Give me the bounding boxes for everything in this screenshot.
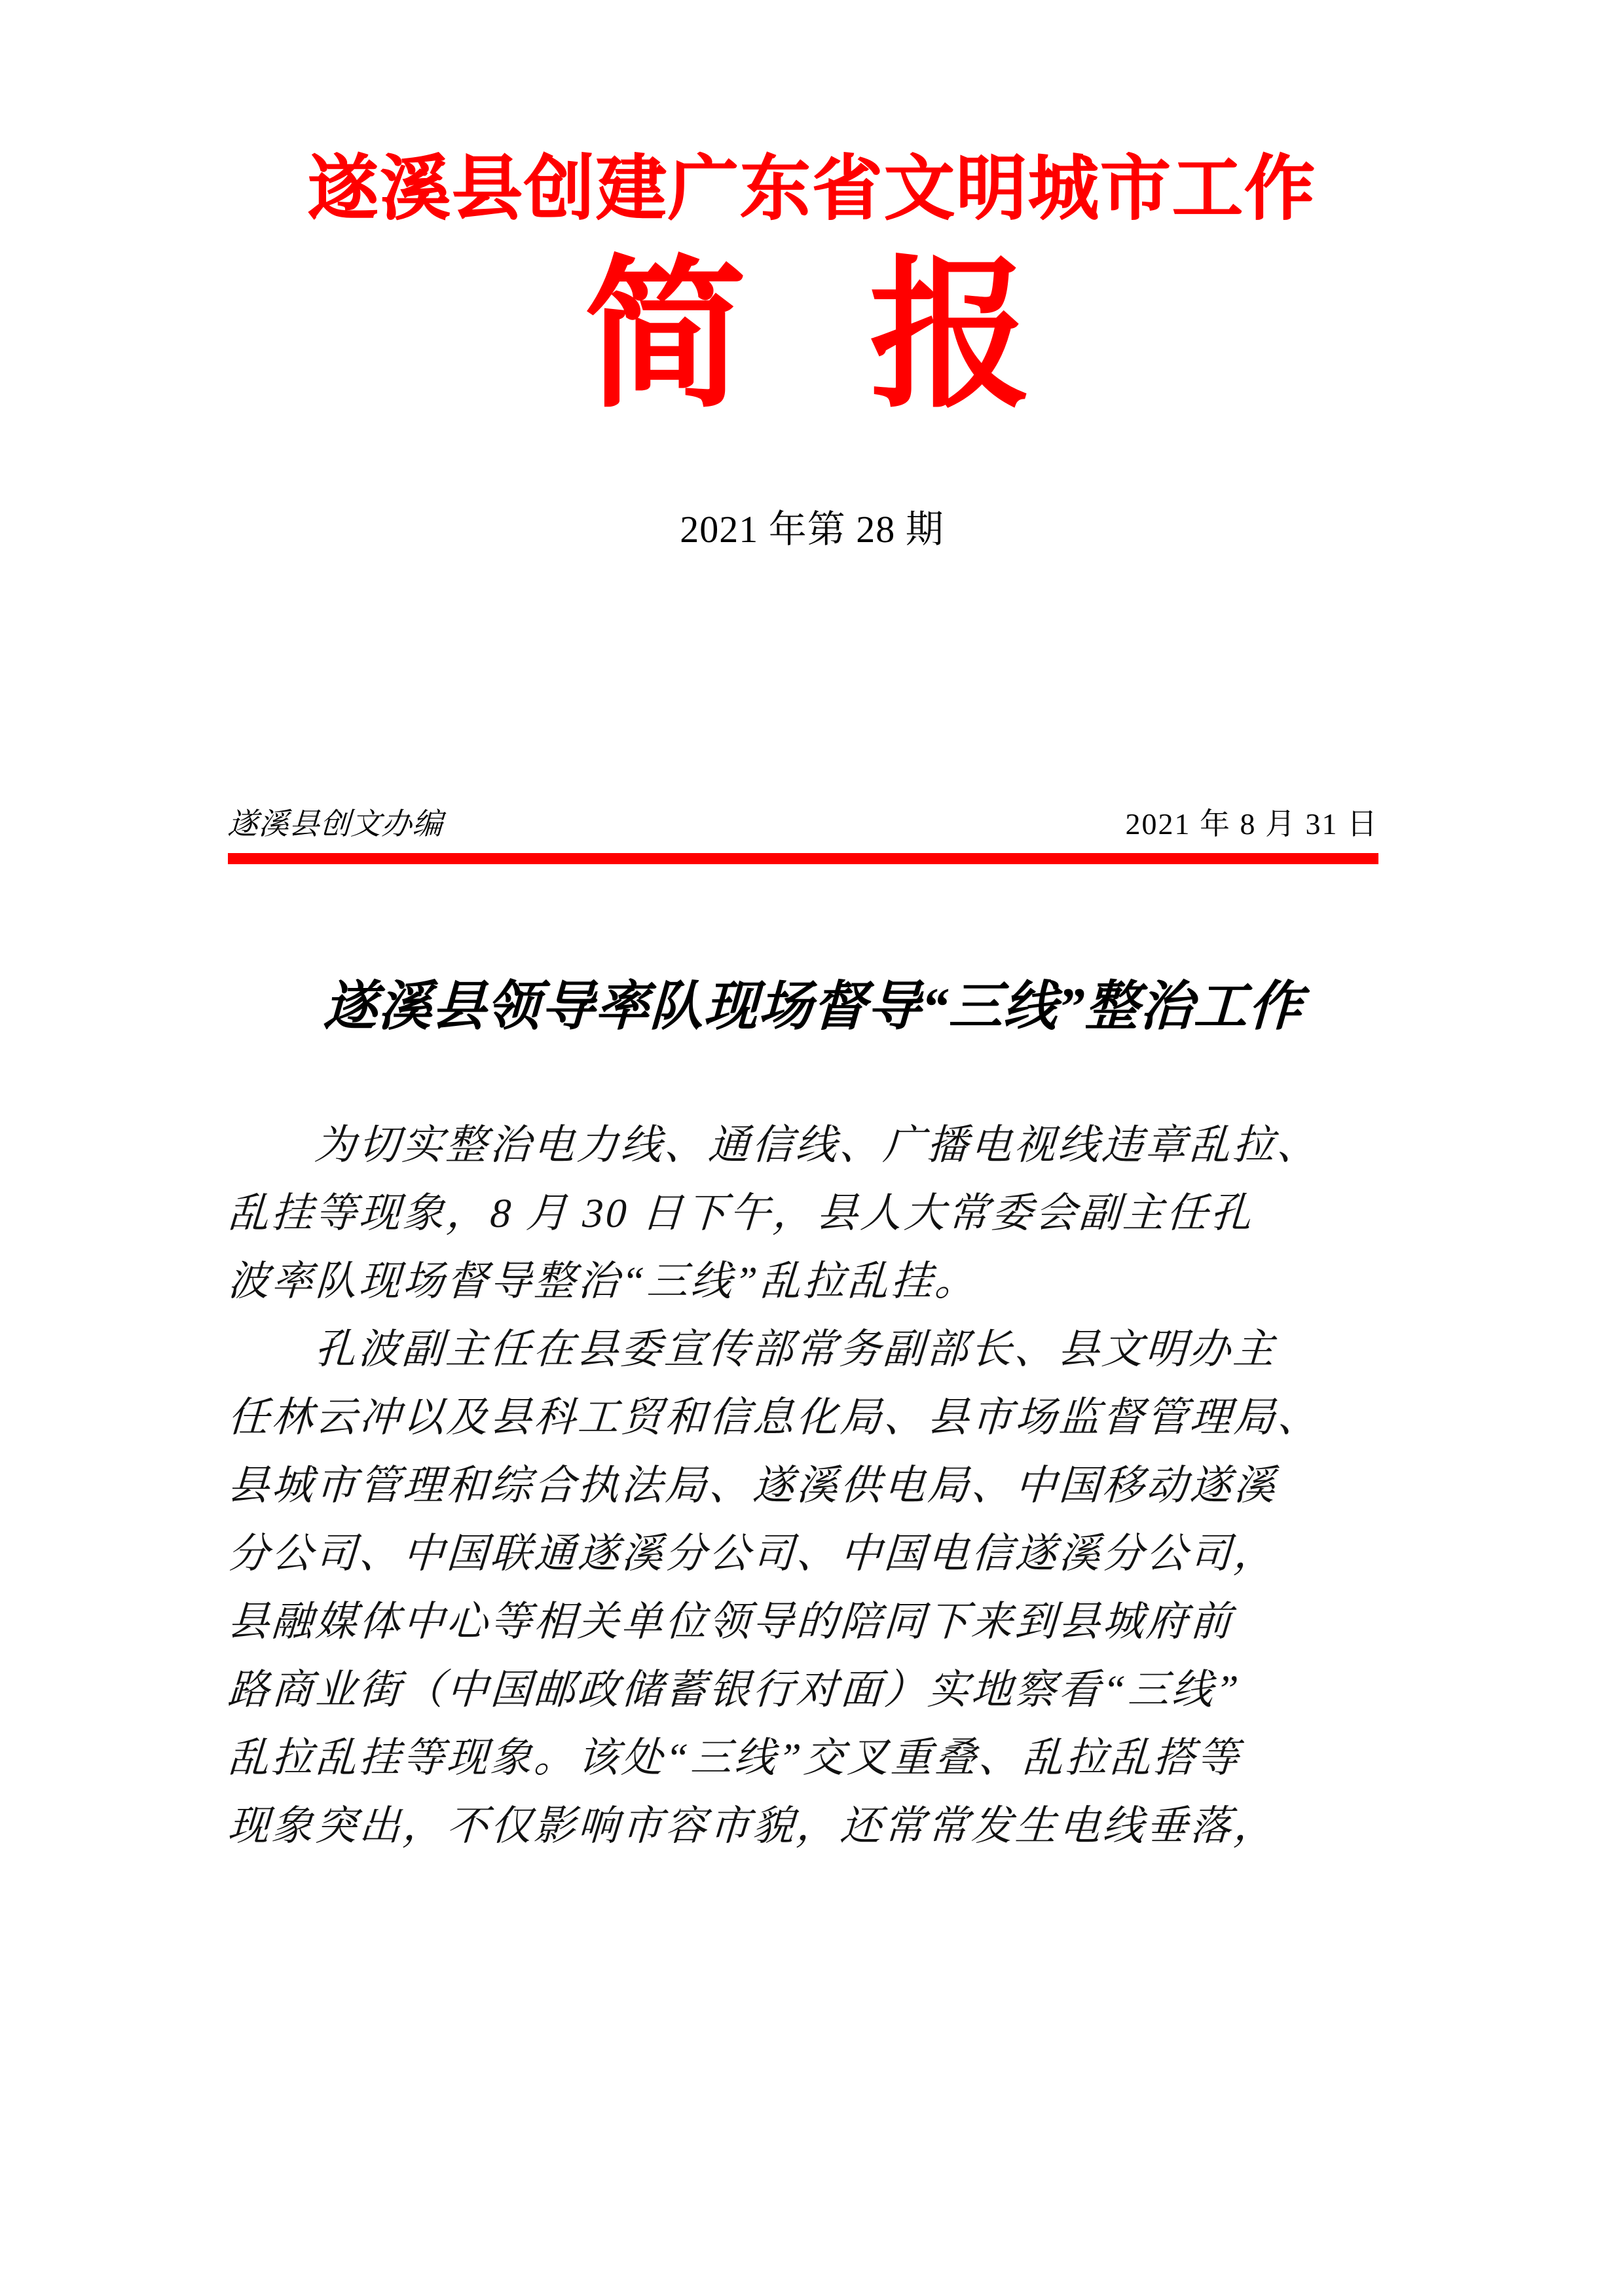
paragraph-line: 现象突出，不仅影响市容市貌，还常常发生电线垂落，	[227, 1803, 1279, 1850]
article-body	[228, 1111, 1398, 1860]
paragraph-line: 县城市管理和综合执法局、遂溪供电局、中国移动遂溪	[227, 1463, 1279, 1509]
paragraph-line	[226, 1111, 1399, 1179]
paragraph-line: 波率队现场督导整治“三线”乱拉乱挂。	[227, 1258, 980, 1305]
issue-number: 2021 年第 28 期	[680, 508, 944, 551]
masthead-wordmark	[0, 246, 1624, 427]
wordmark-char-second: 报	[869, 246, 1040, 427]
paragraph-line-text: 为切实整治电力线、通信线、广播电视线违章乱拉、	[313, 1122, 1322, 1169]
editor-label: 遂溪县创文办编	[227, 807, 445, 841]
masthead-meta-row	[228, 800, 1378, 843]
article	[228, 938, 1398, 1860]
article-paragraph	[228, 1315, 1398, 1860]
paragraph-line: 分公司、中国联通遂溪分公司、中国电信遂溪分公司，	[227, 1531, 1279, 1577]
masthead	[0, 0, 1624, 553]
paragraph-line-text: 孔波副主任在县委宣传部常务副部长、县文明办主	[313, 1326, 1278, 1373]
paragraph-line: 任林云冲以及县科工贸和信息化局、县市场监督管理局、	[227, 1394, 1323, 1441]
publication-date: 2021 年 8 月 31 日	[1125, 807, 1378, 841]
paragraph-line: 乱挂等现象，8 月 30 日下午，县人大常委会副主任孔	[227, 1190, 1255, 1237]
paragraph-line: 乱拉乱挂等现象。该处“三线”交叉重叠、乱拉乱搭等	[227, 1735, 1242, 1781]
wordmark-char-first: 简	[584, 246, 755, 427]
masthead-title: 遂溪县创建广东省文明城市工作	[307, 149, 1316, 228]
paragraph-line: 县融媒体中心等相关单位领导的陪同下来到县城府前	[227, 1599, 1235, 1645]
paragraph-line	[226, 1315, 1399, 1383]
article-headline: 遂溪县领导率队现场督导“三线”整治工作	[322, 976, 1304, 1036]
article-paragraph	[228, 1111, 1398, 1315]
paragraph-line: 路商业街（中国邮政储蓄银行对面）实地察看“三线”	[227, 1667, 1242, 1713]
masthead-red-rule	[228, 853, 1378, 864]
